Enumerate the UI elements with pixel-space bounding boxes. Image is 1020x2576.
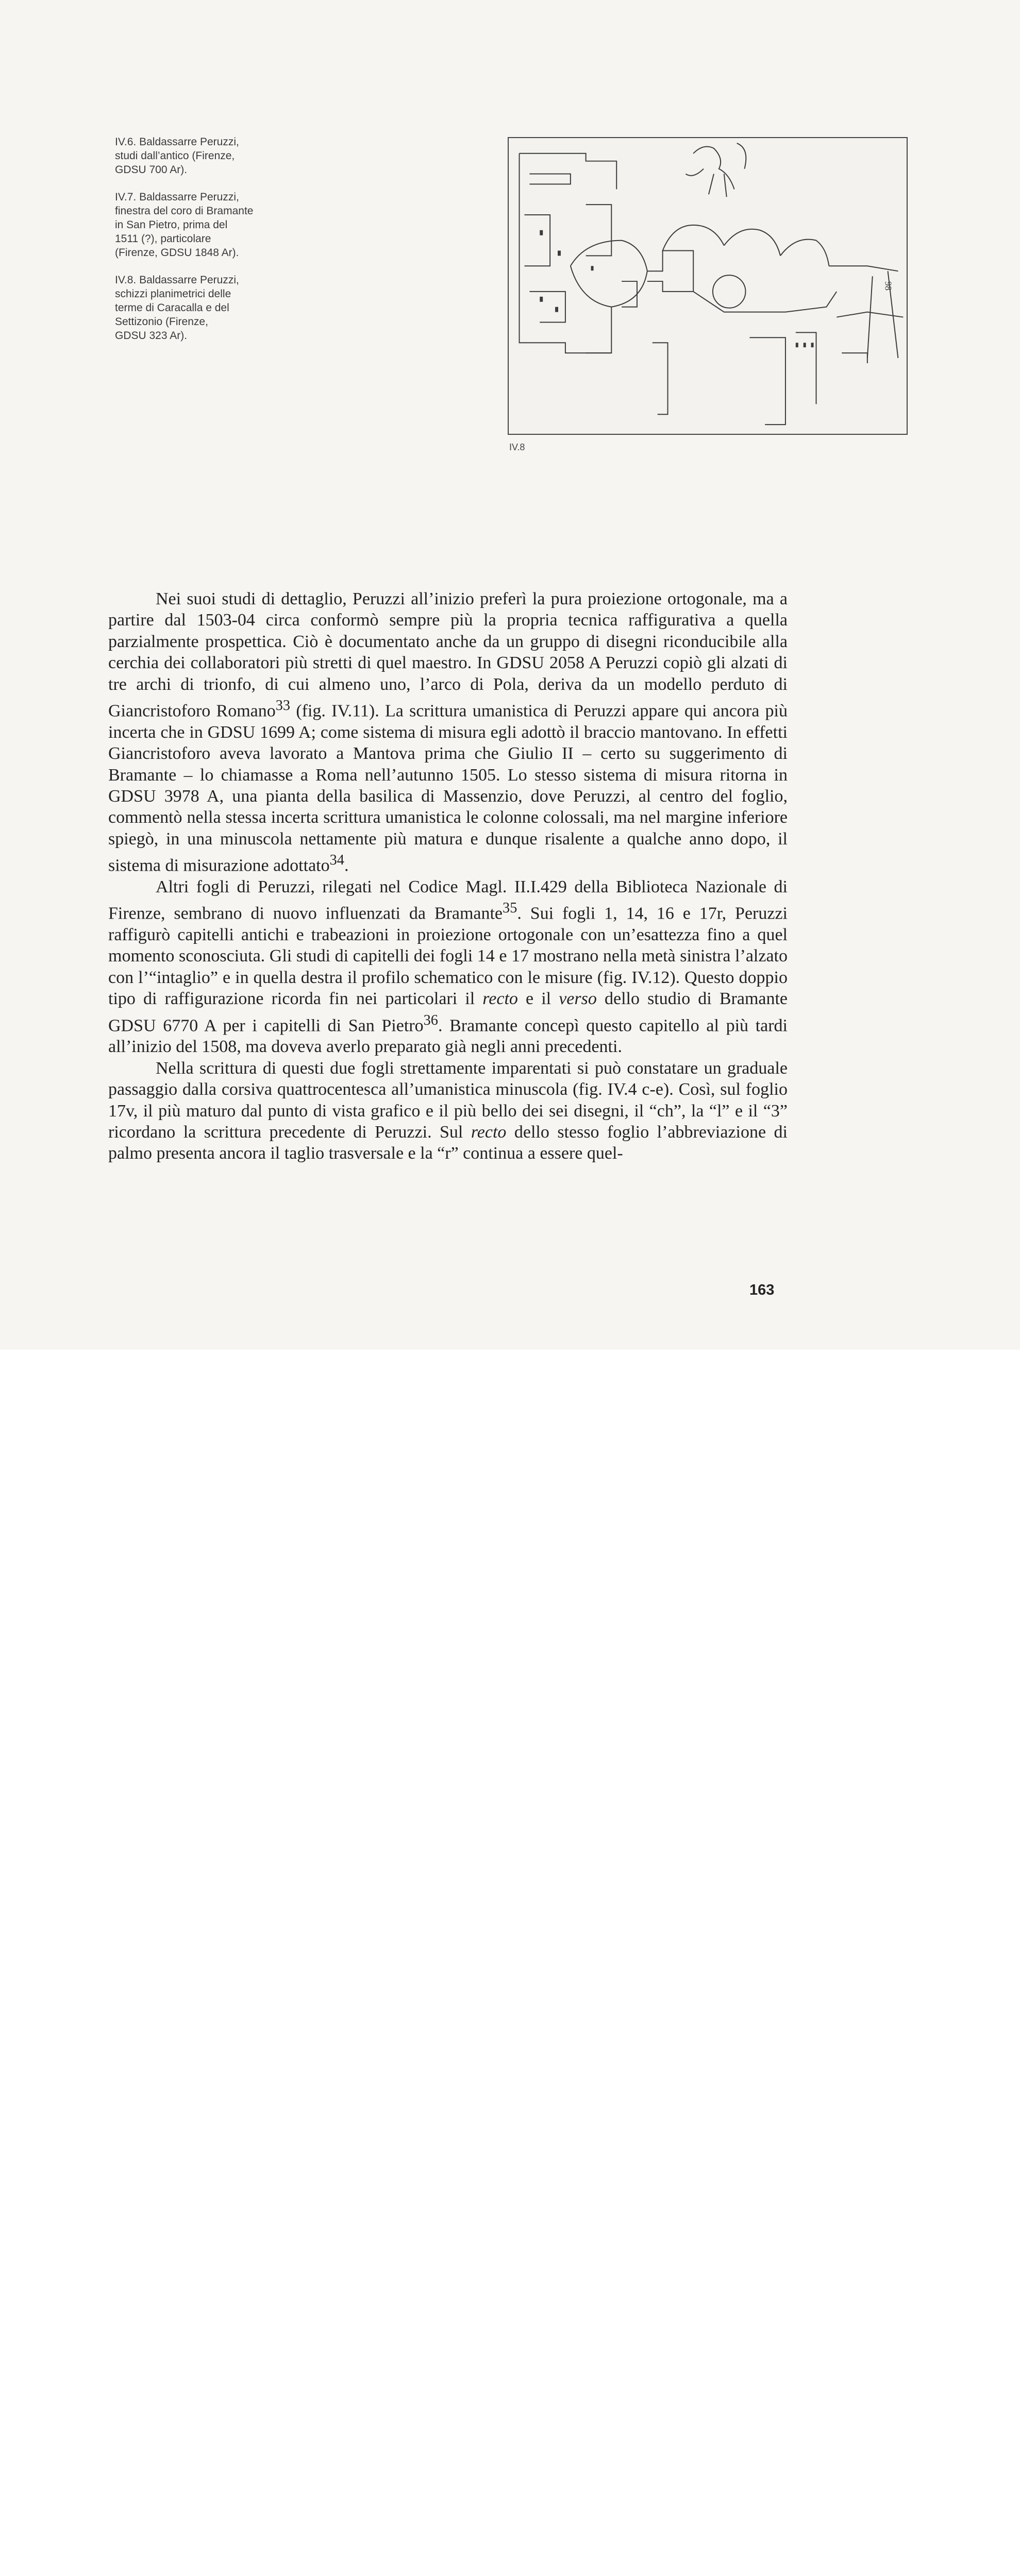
paragraph-2: Altri fogli di Peruzzi, rilegati nel Codice Magl. II.I.429 della Biblioteca Nazionale di Firenze, sembrano di nuovo influenzati da Bramante$^{35}$. Sui fogli 1, 14, 16 e 17r, Peruzzi raffigurò capitelli antichi e trabeazioni in proiezione ortogonale con un’esattezza fino a quel momento sconosciuta. Gli studi di capitelli dei fogli 14 e 17 mostrano nella metà sinistra l’alzato con l’“intaglio” e in quella destra il profilo schematico con le misure (fig. IV.12). Questo doppio tipo di raffigurazione ricorda fin nei particolari il recto e il verso dello studio di Bramante GDSU 6770 A per i capitelli di San Pietro$^{36}$. Bramante concepì questo capitello al più tardi all’inizio del 1508, ma doveva averlo preparato già negli anni precedenti. bbox=[108, 877, 788, 1057]
paragraph-1: Nei suoi studi di dettaglio, Peruzzi all’inizio preferì la pura proiezione ortogonale, ma a partire dal 1503-04 circa conformò sempre più la propria tecnica raffigurativa a quella parzialmente prospettica. Ciò è documentato anche da un gruppo di disegni riconducibile alla cerchia dei collaboratori più stretti di quel maestro. In GDSU 2058 A Peruzzi copiò gli alzati di tre archi di trionfo, di cui almeno uno, l’arco di Pola, deriva da un modello perduto di Giancristoforo Romano$^{33}$ (fig. IV.11). La scrittura umanistica di Peruzzi appare qui ancora più incerta che in GDSU 1699 A; come sistema di misura egli adottò il braccio mantovano. In effetti Giancristoforo aveva lavorato a Mantova prima che Giulio II – certo su suggerimento di Bramante – lo chiamasse a Roma nell’autunno 1505. Lo stesso sistema di misura ritorna in GDSU 3978 A, una pianta della basilica di Massenzio, dove Peruzzi, al centro del foglio, commentò nella stessa incerta scrittura umanistica le colonne colossali, ma nel margine inferiore spiegò, in una minuscola nettamente più matura e dunque risalente a qualche anno dopo, il sistema di misurazione adottato$^{34}$. bbox=[108, 589, 788, 875]
footnote-ref[interactable]: 35 bbox=[503, 900, 517, 917]
caption-iv8: IV.8. Baldassarre Peruzzi, schizzi planimetrici delle terme di Caracalla e del Settizonio (Firenze, GDSU 323 Ar). bbox=[115, 274, 239, 342]
footnote-ref[interactable]: 36 bbox=[423, 1012, 438, 1028]
figure-label: IV.8 bbox=[509, 442, 525, 452]
main-text bbox=[108, 588, 788, 1164]
sheet-number: 98 bbox=[883, 281, 894, 291]
figure-captions bbox=[115, 135, 270, 356]
viewer-footer bbox=[0, 1350, 1020, 1426]
architectural-sketch bbox=[509, 138, 907, 434]
page-number: 163 bbox=[749, 1282, 775, 1298]
footnote-ref[interactable]: 34 bbox=[329, 852, 344, 869]
footnote-ref[interactable]: 33 bbox=[275, 698, 291, 714]
figure-iv8-drawing bbox=[508, 137, 908, 435]
caption-iv7: IV.7. Baldassarre Peruzzi, finestra del coro di Bramante in San Pietro, prima del 1511 (?), particolare (Firenze, GDSU 1848 Ar). bbox=[115, 191, 254, 259]
caption-iv6: IV.6. Baldassarre Peruzzi, studi dall’antico (Firenze, GDSU 700 Ar). bbox=[115, 136, 239, 176]
paragraph-3: Nella scrittura di questi due fogli strettamente imparentati si può constatare un graduale passaggio dalla corsiva quattrocentesca all’umanistica minuscola (fig. IV.4 c-e). Così, sul foglio 17v, il più maturo dal punto di vista grafico e il più bello dei sei disegni, il “ch”, la “l” e il “3” ricordano la scrittura precedente di Peruzzi. Sul recto dello stesso foglio l’abbreviazione di palmo presenta ancora il taglio trasversale e la “r” continua a essere quel- bbox=[108, 1058, 788, 1163]
